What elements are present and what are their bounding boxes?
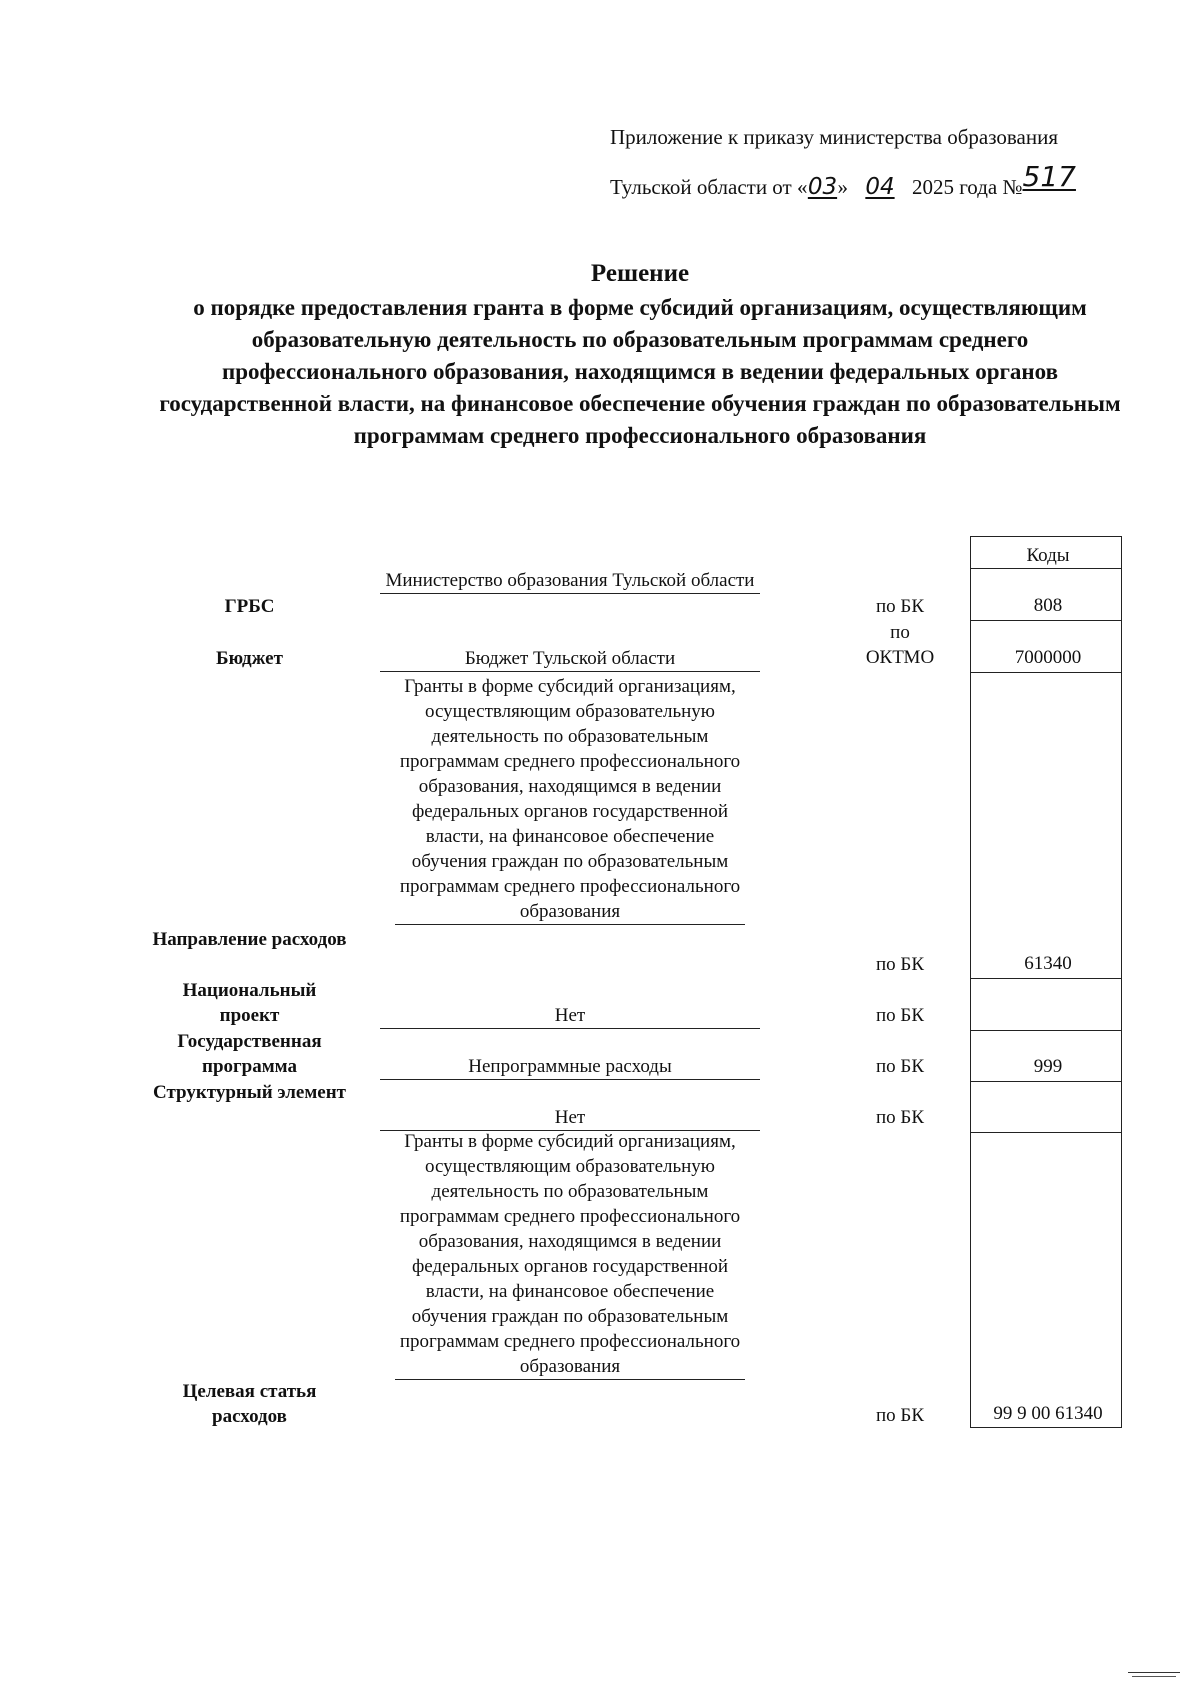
codes-divider [970,978,1122,979]
row-label-state-program: Государственная программа [177,1031,322,1077]
row-code-budget: 7000000 [1014,647,1082,668]
row-label-direction: Направление расходов [152,929,347,950]
scan-edge-mark [1132,1676,1176,1677]
row-code-state-program: 999 [1033,1056,1063,1077]
row-value-state-program: Непрограммные расходы [380,1054,760,1080]
row-code-direction: 61340 [1024,953,1072,974]
codes-divider [970,1081,1122,1082]
document-title [150,258,1130,452]
row-label-grbs: ГРБС [224,596,275,617]
row-value-grbs: Министерство образования Тульской области [380,568,760,594]
handwritten-order-number: 517 [1022,160,1076,193]
appendix-header-line1: Приложение к приказу министерства образования [610,125,1059,149]
handwritten-month: 04 [865,174,895,200]
row-value-direction: Гранты в форме субсидий организациям, осуществляющим образовательную деятельность по образовательным программам среднего профессионального образования, находящимся в ведении федеральных органов государственной власти, на финансовое обеспечение обучения граждан по образовательным программам среднего профессионального образования [395,674,745,925]
row-value-structural-element: Нет [380,1105,760,1131]
appendix-header-line2 [610,160,1120,201]
row-value-national-project: Нет [380,1003,760,1029]
codes-header: Коды [1026,545,1070,566]
row-source-target-article: по БК [875,1405,924,1426]
row-label-structural-element: Структурный элемент [152,1082,347,1103]
scan-edge-mark [1128,1672,1180,1673]
row-source-direction: по БК [875,954,924,975]
codes-divider [970,672,1122,673]
codes-divider [970,568,1122,569]
header-prefix: Тульской области от « [610,175,808,199]
handwritten-day: 03 [807,174,838,200]
row-source-budget: по ОКТМО [865,622,935,668]
row-source-structural-element: по БК [875,1107,924,1128]
row-code-grbs: 808 [1033,595,1063,616]
title-main: Решение [590,260,690,287]
row-source-grbs: по БК [875,596,924,617]
row-label-budget: Бюджет [216,648,283,669]
row-label-target-article: Целевая статья расходов [182,1381,317,1427]
header-quote-close: » [837,175,848,199]
row-value-target-article: Гранты в форме субсидий организациям, осуществляющим образовательную деятельность по образовательным программам среднего профессионального образования, находящимся в ведении федеральных органов государственной власти, на финансовое обеспечение обучения граждан по образовательным программам среднего профессионального образования [395,1129,745,1380]
codes-divider [970,1132,1122,1133]
codes-divider [970,620,1122,621]
row-label-national-project: Национальный проект [182,980,317,1026]
codes-divider [970,1030,1122,1031]
row-source-state-program: по БК [875,1056,924,1077]
row-code-target-article: 99 9 00 61340 [993,1403,1103,1424]
row-source-national-project: по БК [875,1005,924,1026]
title-subtitle: о порядке предоставления гранта в форме субсидий организациям, осуществляющим образовательную деятельность по образовательным программам среднего профессионального образования, находящимся в ведении федеральных органов государственной власти, на финансовое обеспечение обучения граждан по образовательным программам среднего профессионального образования [159,295,1121,448]
header-year-text: 2025 года № [911,175,1023,199]
row-value-budget: Бюджет Тульской области [380,646,760,672]
